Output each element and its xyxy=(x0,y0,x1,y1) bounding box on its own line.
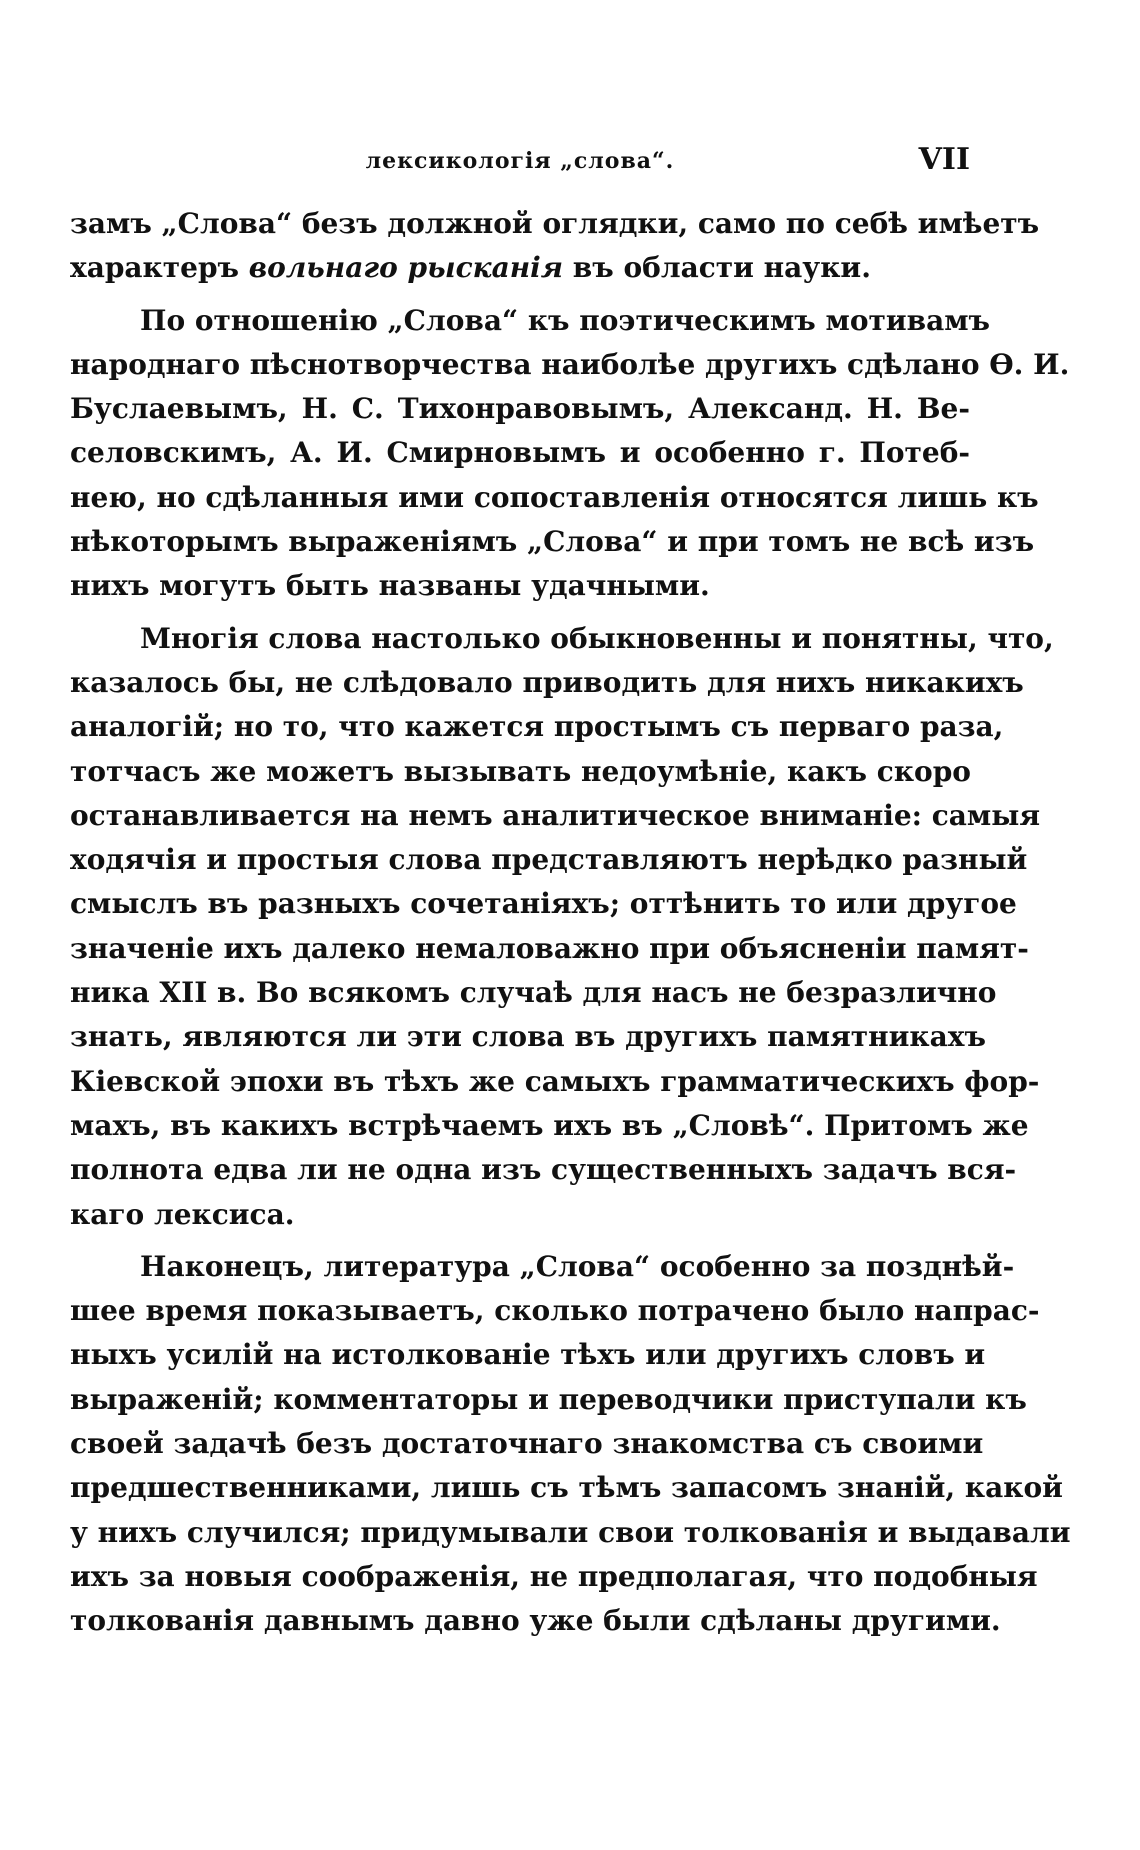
text-line: ихъ за новыя соображенія, не предполагая, что подобныя xyxy=(70,1559,1038,1593)
text-line: махъ, въ какихъ встрѣчаемъ ихъ въ „Словѣ“. Притомъ же xyxy=(70,1108,1029,1142)
text-line: Многія слова настолько обыкновенны и понятны, что, xyxy=(140,621,1054,655)
text-line: замъ „Слова“ безъ должной оглядки, само по себѣ имѣетъ xyxy=(70,207,1040,240)
text-line: толкованія давнымъ давно уже были сдѣланы другими. xyxy=(70,1604,1001,1638)
text-line: значеніе ихъ далеко немаловажно при объясненіи памят- xyxy=(70,931,1029,965)
running-title: лексикологія „слова“. xyxy=(365,148,675,174)
text-line: полнота едва ли не одна изъ существенныхъ задачъ вся- xyxy=(70,1153,1017,1187)
text-line: своей задачѣ безъ достаточнаго знакомства съ своими xyxy=(70,1427,984,1461)
text-line: шее время показываетъ, сколько потрачено было напрас- xyxy=(70,1294,1040,1328)
text-line: Наконецъ, литература „Слова“ особенно за позднѣй- xyxy=(140,1249,1015,1283)
paragraph-gap xyxy=(70,291,970,299)
paragraph xyxy=(70,202,1040,291)
text-line: нею, но сдѣланныя ими сопоставленія относятся лишь къ xyxy=(70,480,1039,514)
text-line: ходячія и простыя слова представляютъ нерѣдко разный xyxy=(70,843,1028,877)
text-line: останавливается на немъ аналитическое вниманіе: самыя xyxy=(70,798,1041,832)
text-line: выраженій; комментаторы и переводчики приступали къ xyxy=(70,1382,1027,1416)
text-line: у нихъ случился; придумывали свои толкованія и выдавали xyxy=(70,1515,1071,1549)
text-line: Кіевской эпохи въ тѣхъ же самыхъ грамматическихъ фор- xyxy=(70,1064,1040,1098)
text-line xyxy=(70,246,970,290)
text-line: смыслъ въ разныхъ сочетаніяхъ; оттѣнить то или другое xyxy=(70,887,1017,921)
paragraph xyxy=(70,1245,1071,1644)
text-line: ника XII в. Во всякомъ случаѣ для насъ не безразлично xyxy=(70,976,997,1010)
paragraph-gap xyxy=(70,1237,970,1245)
text-line: нѣкоторымъ выраженіямъ „Слова“ и при томъ не всѣ изъ xyxy=(70,525,1035,559)
paragraph xyxy=(70,617,1054,1237)
text-line: По отношенію „Слова“ къ поэтическимъ мотивамъ xyxy=(140,303,991,337)
italic-phrase: вольнаго рысканія xyxy=(248,251,564,285)
text-line: Буслаевымъ, Н. С. Тихонравовымъ, Александ. Н. Ве- xyxy=(70,392,970,426)
text-line: каго лексиса. xyxy=(70,1197,295,1231)
text-line: аналогій; но то, что кажется простымъ съ перваго раза, xyxy=(70,710,1004,744)
text-line: знать, являются ли эти слова въ другихъ памятникахъ xyxy=(70,1020,986,1054)
text-line: нихъ могутъ быть названы удачными. xyxy=(70,569,710,603)
running-header xyxy=(70,142,970,188)
paragraph-gap xyxy=(70,609,970,617)
text-line: казалось бы, не слѣдовало приводить для нихъ никакихъ xyxy=(70,665,1024,699)
text-line: селовскимъ, А. И. Смирновымъ и особенно г. Потеб- xyxy=(70,436,970,470)
text-line: народнаго пѣснотворчества наиболѣе другихъ сдѣлано Ѳ. И. xyxy=(70,347,1070,381)
paragraph xyxy=(70,299,1070,609)
text-line: предшественниками, лишь съ тѣмъ запасомъ знаній, какой xyxy=(70,1471,1063,1505)
body-text xyxy=(70,202,1071,1644)
page-number: VII xyxy=(918,142,970,177)
text-line: тотчасъ же можетъ вызывать недоумѣніе, какъ скоро xyxy=(70,754,971,788)
text-line: ныхъ усилій на истолкованіе тѣхъ или другихъ словъ и xyxy=(70,1338,986,1372)
text-segment: характеръ xyxy=(70,251,249,285)
text-segment: въ области науки. xyxy=(563,251,871,285)
